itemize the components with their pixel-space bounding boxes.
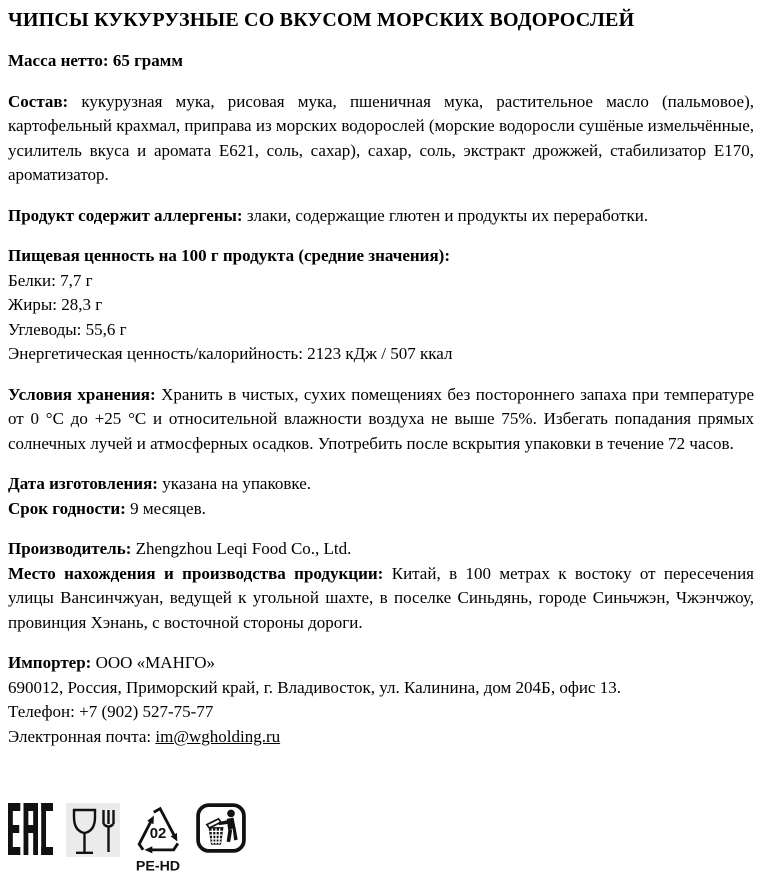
nutrition-row-energy: Энергетическая ценность/калорийность: 2123 кДж / 507 ккал xyxy=(8,344,453,363)
product-title: ЧИПСЫ КУКУРУЗНЫЕ СО ВКУСОМ МОРСКИХ ВОДОРОСЛЕЙ xyxy=(8,9,635,31)
shelf-life-text: 9 месяцев. xyxy=(130,498,206,518)
manufacturer-text: Zhengzhou Leqi Food Co., Ltd. xyxy=(135,539,352,558)
nutrition-row-protein: Белки: 7,7 г xyxy=(8,270,93,290)
eac-mark-icon xyxy=(8,803,53,855)
allergens-text: злаки, содержащие глютен и продукты их переработки. xyxy=(246,205,649,225)
importer-address-line: 690012, Россия, Приморский край, г. Владивосток, ул. Калинина, дом 204Б, офис 13. xyxy=(8,677,621,697)
manufacture-date-label: Дата изготовления: xyxy=(8,474,158,493)
recycling-pe-hd-icon xyxy=(133,803,183,874)
composition-text: кукурузная мука, рисовая мука, пшеничная мука, растительное масло (пальмовое), картофельный крахмал, приправа из морских водорослей (морские водоросли сушёные измельчённые, усилитель вкуса и аромата Е621, соль, сахар), сахар, соль, экстракт дрожжей, стабилизатор Е170, ароматизатор. xyxy=(8,91,755,184)
food-contact-safe-icon xyxy=(66,803,120,857)
allergens-label: Продукт содержит аллергены: xyxy=(8,205,243,225)
email-label: Электронная почта: xyxy=(8,726,152,746)
phone-label: Телефон: xyxy=(8,702,75,721)
nutrition-row-carbs: Углеводы: 55,6 г xyxy=(8,319,127,339)
recycling-code-text: 02 xyxy=(149,825,167,842)
net-weight-label: Масса нетто: xyxy=(8,51,109,70)
net-weight-line xyxy=(8,49,754,74)
location-text: Китай, в 100 метрах к востоку от пересечения улицы Вансинчжуан, ведущей к угольной шахте, в поселке Синьдянь, городе Синьчжэн, Чжэнчжоу, провинция Хэнань, с восточной стороны дороги. xyxy=(8,563,754,632)
tidy-man-icon xyxy=(196,803,246,853)
certification-icons xyxy=(8,803,754,874)
manufacture-date-line xyxy=(8,472,754,497)
storage-text: Хранить в чистых, сухих помещениях без постороннего запаха при температуре от 0 °С до +25 °С и относительной влажности воздуха не выше 75%. Избегать попадания прямых солнечных лучей и атмосферных осадков. Употребить после вскрытия упаковки в течение 72 часов. xyxy=(8,384,755,453)
manufacturer-line xyxy=(8,537,754,562)
importer-name: ООО «МАНГО» xyxy=(95,653,216,672)
location-paragraph xyxy=(8,562,754,636)
manufacture-date-text: указана на упаковке. xyxy=(162,474,312,493)
storage-label: Условия хранения: xyxy=(8,384,156,404)
manufacturer-block xyxy=(8,537,754,635)
nutrition-header: Пищевая ценность на 100 г продукта (средние значения): xyxy=(8,246,450,265)
composition-paragraph xyxy=(8,90,754,188)
email-line xyxy=(8,725,754,750)
storage-paragraph xyxy=(8,383,754,457)
shelf-life-line xyxy=(8,497,754,522)
nutrition-row-fat: Жиры: 28,3 г xyxy=(8,295,103,314)
importer-line xyxy=(8,651,754,676)
phone-value: +7 (902) 527-75-77 xyxy=(79,702,214,721)
net-weight-value: 65 грамм xyxy=(112,51,183,70)
allergens-paragraph xyxy=(8,204,754,229)
email-link[interactable]: im@wgholding.ru xyxy=(155,726,281,746)
importer-block xyxy=(8,651,754,749)
importer-label: Импортер: xyxy=(8,653,92,672)
composition-label: Состав: xyxy=(8,91,69,111)
shelf-life-label: Срок годности: xyxy=(8,498,126,518)
phone-line xyxy=(8,700,754,725)
recycling-material-text: PE-HD xyxy=(135,858,181,874)
location-label: Место нахождения и производства продукции: xyxy=(8,563,384,583)
manufacturer-label: Производитель: xyxy=(8,539,132,558)
dates-block xyxy=(8,472,754,521)
nutrition-block xyxy=(8,244,754,367)
